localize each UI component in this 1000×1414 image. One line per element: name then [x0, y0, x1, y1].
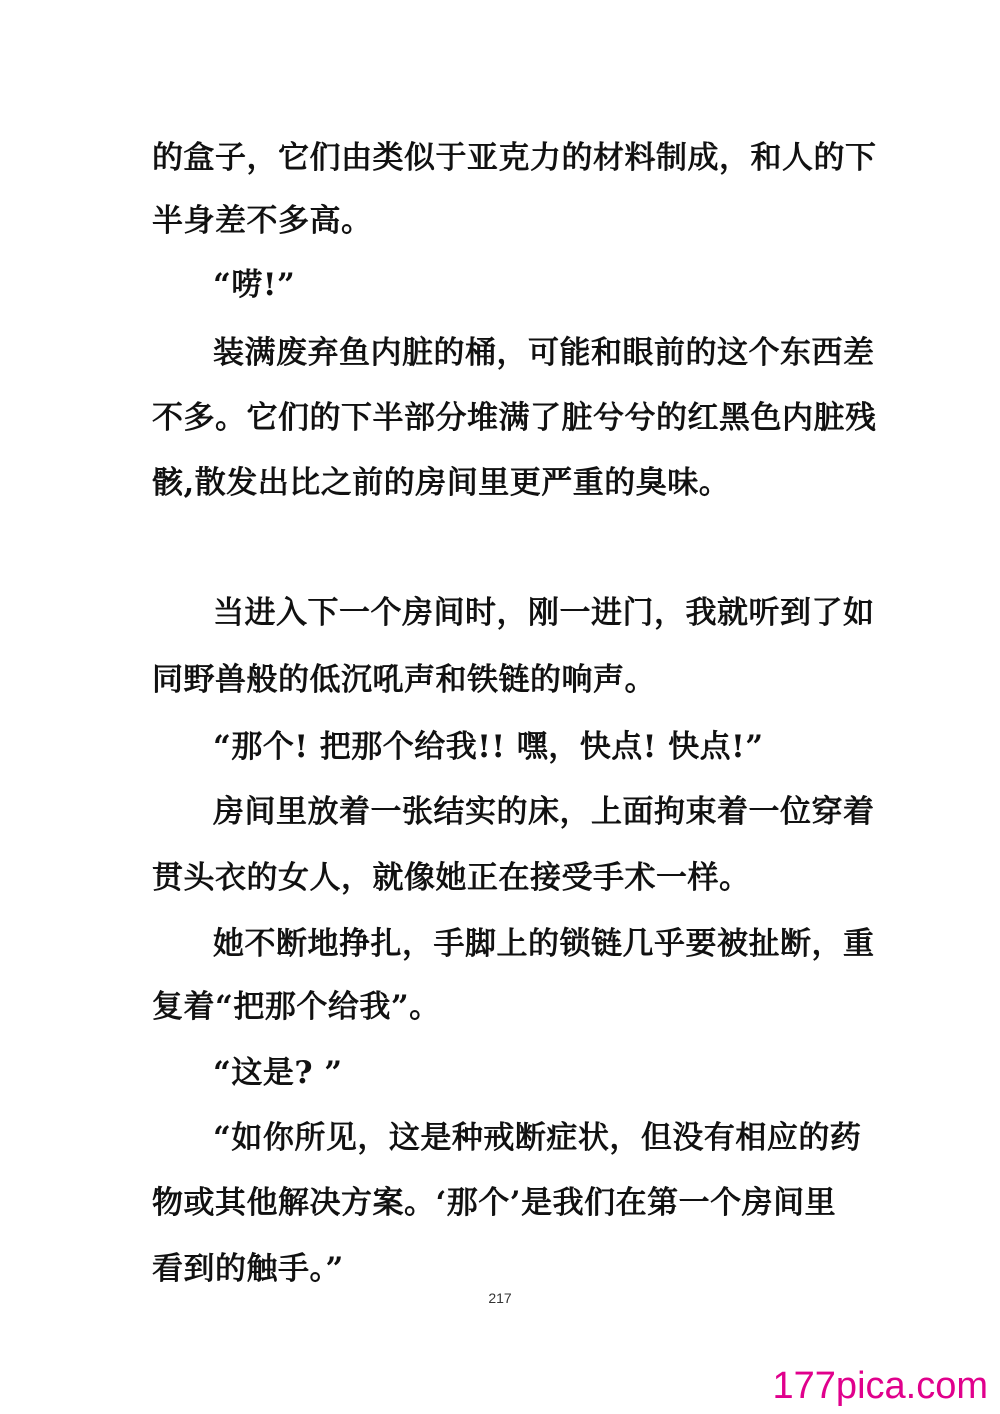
- body-line: 当进入下一个房间时，刚一进门，我就听到了如: [213, 595, 875, 631]
- body-line: “如你所见，这是种戒断症状，但没有相应的药: [213, 1120, 862, 1156]
- body-line: 的盒子，它们由类似于亚克力的材料制成，和人的下: [152, 140, 877, 176]
- body-line: 房间里放着一张结实的床，上面拘束着一位穿着: [213, 794, 875, 830]
- body-line: “这是? ”: [213, 1055, 343, 1091]
- body-line: 骸,散发出比之前的房间里更严重的臭味。: [152, 465, 731, 501]
- body-line: 半身差不多高。: [152, 203, 373, 239]
- body-line: 装满废弃鱼内脏的桶，可能和眼前的这个东西差: [213, 335, 875, 371]
- body-line: 物或其他解决方案。‘那个’是我们在第一个房间里: [152, 1185, 837, 1221]
- body-line: “那个! 把那个给我!! 嘿，快点! 快点!”: [213, 729, 764, 765]
- site-watermark: 177pica.com: [772, 1365, 988, 1407]
- body-line: 看到的触手。”: [152, 1251, 344, 1287]
- body-line: 她不断地挣扎，手脚上的锁链几乎要被扯断，重: [213, 926, 875, 962]
- body-line: 复着“把那个给我”。: [152, 989, 441, 1025]
- body-line: 不多。它们的下半部分堆满了脏兮兮的红黑色内脏残: [152, 400, 877, 436]
- body-line: 同野兽般的低沉吼声和铁链的响声。: [152, 662, 656, 698]
- body-line: 贯头衣的女人，就像她正在接受手术一样。: [152, 860, 751, 896]
- page-number: 217: [488, 1290, 512, 1306]
- body-line: “唠!”: [213, 267, 296, 303]
